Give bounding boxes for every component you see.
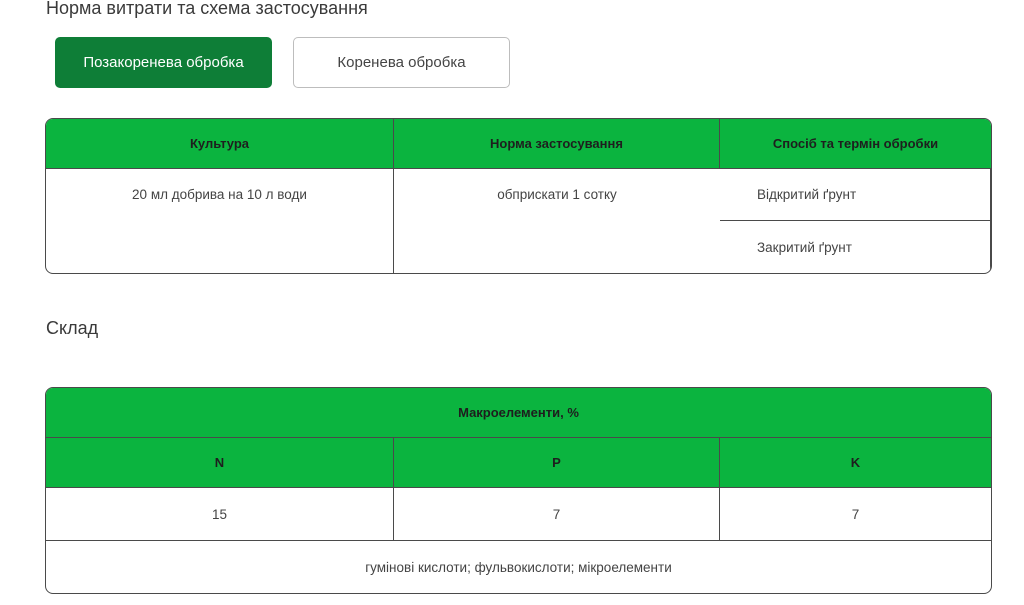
column-n: N [46, 438, 394, 488]
culture-open-ground: Відкритий ґрунт [720, 169, 991, 221]
tab-root-treatment[interactable]: Коренева обробка [293, 37, 510, 88]
additional-components: гумінові кислоти; фульвокислоти; мікроелементи [365, 559, 672, 575]
composition-table [45, 387, 992, 594]
rate-cell: 20 мл добрива на 10 л води [46, 169, 394, 273]
usage-table [45, 118, 992, 274]
method-cell: обприскати 1 сотку [497, 187, 617, 202]
value-k: 7 [720, 488, 991, 541]
treatment-tabs [55, 37, 510, 88]
header-method: Спосіб та термін обробки [720, 119, 991, 169]
culture-closed-ground: Закритий ґрунт [720, 221, 991, 273]
header-rate: Норма застосування [394, 119, 720, 169]
column-k: K [720, 438, 991, 488]
usage-section-title: Норма витрати та схема застосування [46, 0, 368, 18]
tab-foliar-treatment[interactable]: Позакоренева обробка [55, 37, 272, 88]
composition-section-title: Склад [46, 318, 99, 338]
macroelements-header: Макроелементи, % [46, 388, 991, 438]
value-n: 15 [46, 488, 394, 541]
value-p: 7 [394, 488, 720, 541]
header-culture: Культура [46, 119, 394, 169]
column-p: P [394, 438, 720, 488]
